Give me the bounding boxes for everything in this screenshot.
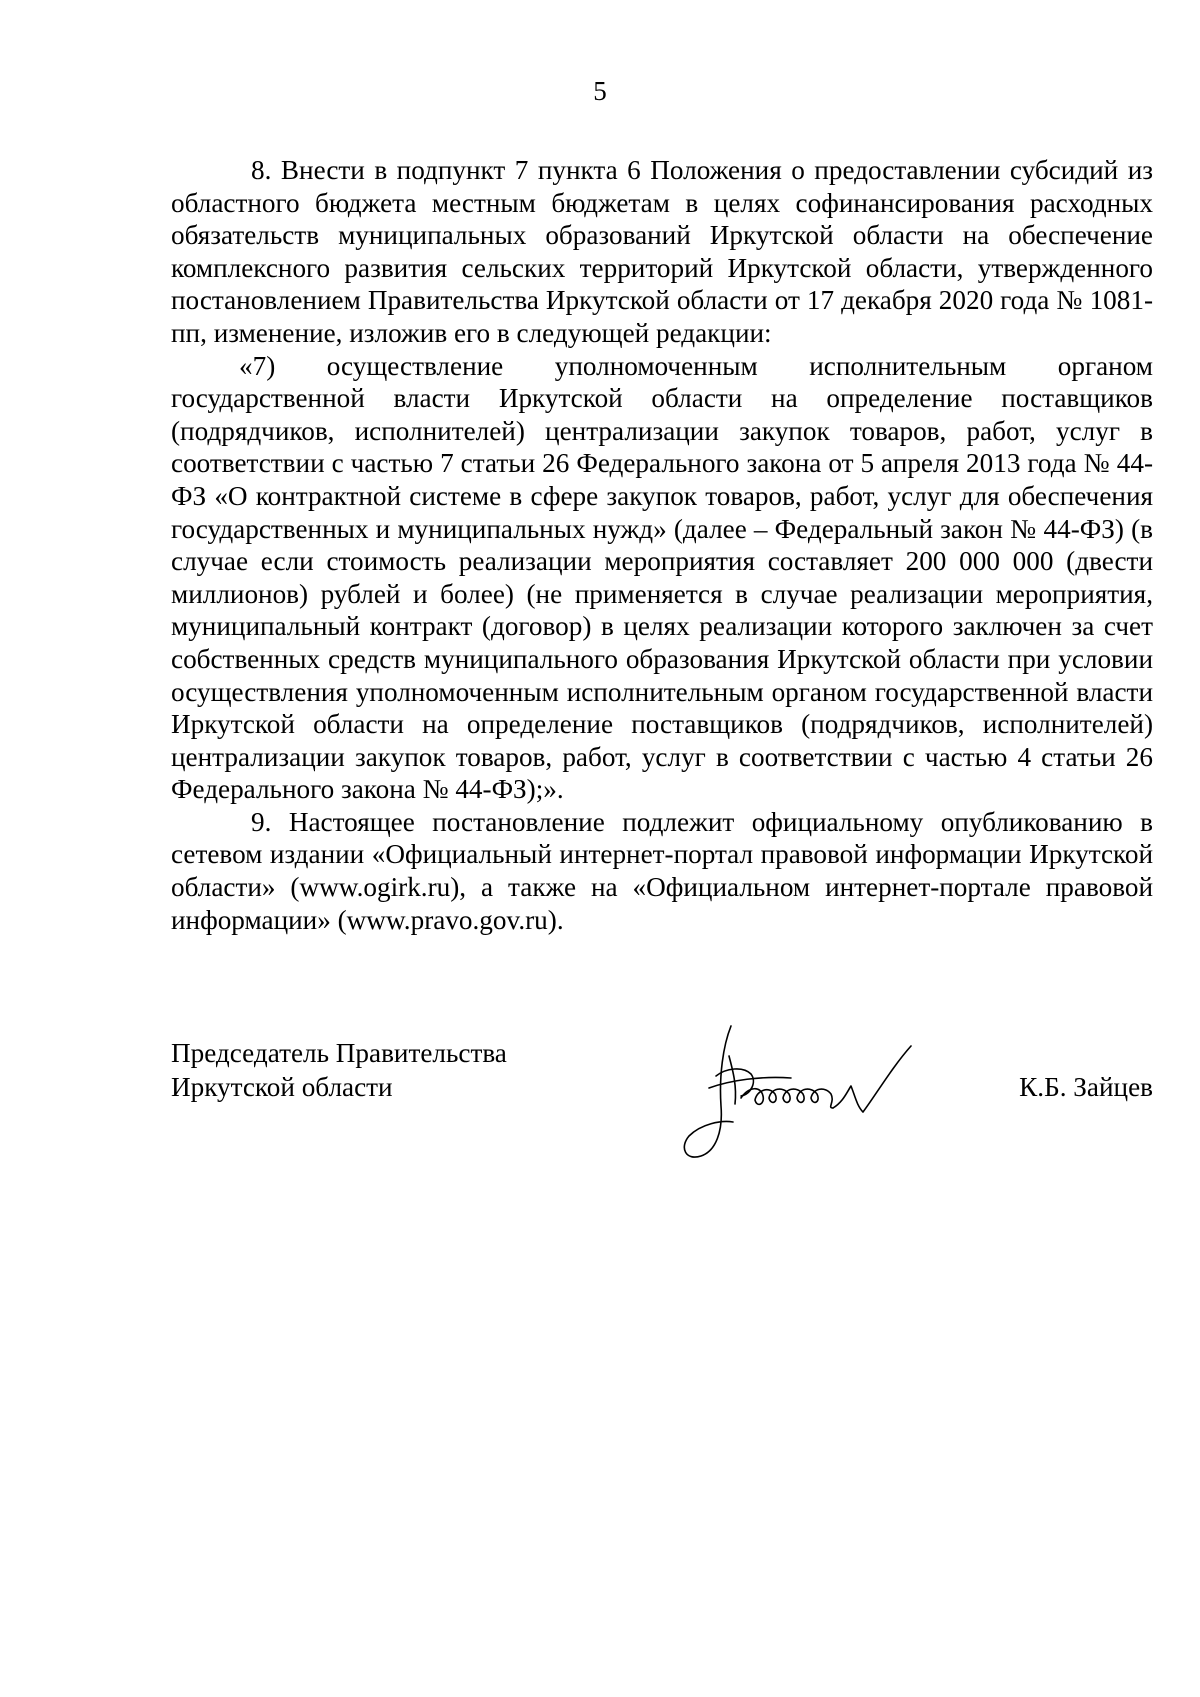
- document-body: [171, 154, 1153, 936]
- handwritten-signature: [671, 1016, 941, 1166]
- signer-title-line-2: Иркутской области: [171, 1072, 393, 1102]
- signer-title: [171, 1036, 507, 1104]
- signer-title-line-1: Председатель Правительства: [171, 1038, 507, 1068]
- signer-name: К.Б. Зайцев: [1019, 1072, 1153, 1102]
- page-number: 5: [593, 76, 607, 106]
- paragraph-item-9: 9. Настоящее постановление подлежит официальному опубликованию в сетевом издании «Официальный интернет-портал правовой информации Иркутской области» (www.ogirk.ru), а также на «Официальном интернет-портале правовой информации» (www.pravo.gov.ru).: [171, 806, 1153, 935]
- paragraph-quoted-subitem-7: «7) осуществление уполномоченным исполнительным органом государственной власти Иркутской области на определение поставщиков (подрядчиков, исполнителей) централизации закупок товаров, работ, услуг в соответствии с частью 7 статьи 26 Федерального закона от 5 апреля 2013 года № 44-ФЗ «О контрактной системе в сфере закупок товаров, работ, услуг для обеспечения государственных и муниципальных нужд» (далее – Федеральный закон № 44-ФЗ) (в случае если стоимость реализации мероприятия составляет 200 000 000 (двести миллионов) рублей и более) (не применяется в случае реализации мероприятия, муниципальный контракт (договор) в целях реализации которого заключен за счет собственных средств муниципального образования Иркутской области при условии осуществления уполномоченным исполнительным органом государственной власти Иркутской области на определение поставщиков (подрядчиков, исполнителей) централизации закупок товаров, работ, услуг в соответствии с частью 4 статьи 26 Федерального закона № 44-ФЗ);».: [171, 350, 1153, 805]
- paragraph-item-8: 8. Внести в подпункт 7 пункта 6 Положения о предоставлении субсидий из областного бюджета местным бюджетам в целях софинансирования расходных обязательств муниципальных образований Иркутской области на обеспечение комплексного развития сельских территорий Иркутской области, утвержденного постановлением Правительства Иркутской области от 17 декабря 2020 года № 1081-пп, изменение, изложив его в следующей редакции:: [171, 155, 1153, 348]
- signature-block: [171, 1036, 1153, 1176]
